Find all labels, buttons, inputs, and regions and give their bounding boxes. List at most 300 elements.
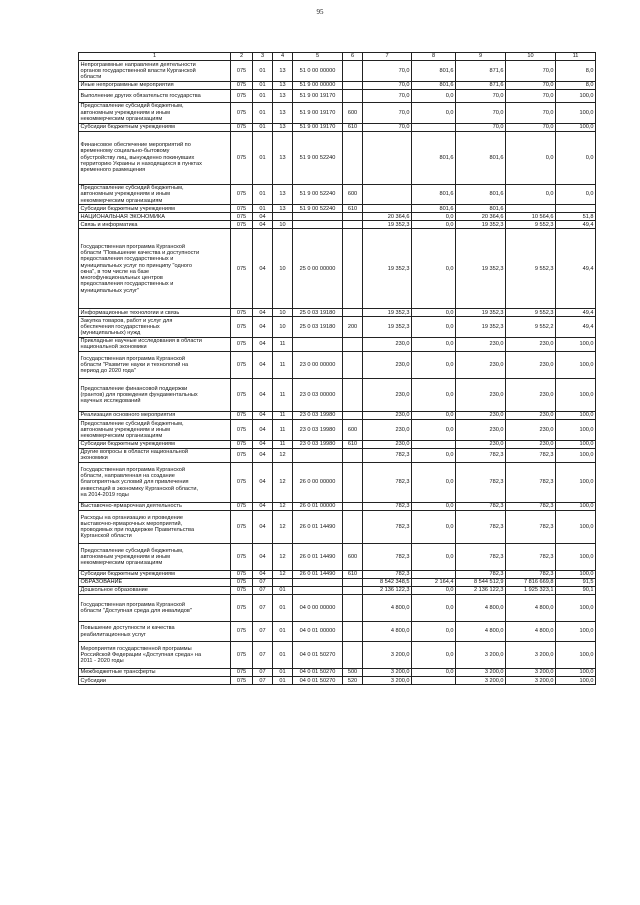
execution-percent: 100,0 bbox=[556, 462, 596, 502]
execution-percent: 51,8 bbox=[556, 213, 596, 221]
executed-amount bbox=[506, 205, 556, 213]
refined-amount: 230,0 bbox=[456, 337, 506, 351]
approved-amount: 782,3 bbox=[363, 502, 412, 510]
change-amount: 0,0 bbox=[412, 90, 456, 103]
execution-percent: 100,0 bbox=[556, 440, 596, 448]
subsection-code: 01 bbox=[273, 587, 293, 595]
admin-code: 075 bbox=[231, 595, 253, 622]
approved-amount: 230,0 bbox=[363, 412, 412, 420]
subsection-code: 13 bbox=[273, 123, 293, 131]
change-amount: 0,0 bbox=[412, 544, 456, 571]
expense-type-code: 610 bbox=[343, 440, 363, 448]
change-amount: 0,0 bbox=[412, 379, 456, 412]
target-article-code: 51 9 00 19170 bbox=[293, 90, 343, 103]
execution-percent: 90,1 bbox=[556, 587, 596, 595]
subsection-code: 11 bbox=[273, 440, 293, 448]
execution-percent: 100,0 bbox=[556, 103, 596, 124]
admin-code: 075 bbox=[231, 352, 253, 379]
target-article-code: 23 0 03 00000 bbox=[293, 379, 343, 412]
target-article-code: 26 0 01 14490 bbox=[293, 511, 343, 544]
subsection-code: 13 bbox=[273, 61, 293, 82]
target-article-code: 25 0 03 19180 bbox=[293, 309, 343, 317]
expense-type-code bbox=[343, 352, 363, 379]
table-row bbox=[79, 544, 596, 571]
expense-type-code bbox=[343, 622, 363, 642]
column-number-header: 4 bbox=[273, 53, 293, 61]
section-code: 04 bbox=[253, 379, 273, 412]
subsection-code: 13 bbox=[273, 82, 293, 90]
row-name: ОБРАЗОВАНИЕ bbox=[79, 579, 231, 587]
approved-amount: 230,0 bbox=[363, 440, 412, 448]
subsection-code: 01 bbox=[273, 669, 293, 677]
refined-amount: 19 352,3 bbox=[456, 317, 506, 338]
approved-amount bbox=[363, 205, 412, 213]
section-code: 04 bbox=[253, 412, 273, 420]
change-amount: 0,0 bbox=[412, 642, 456, 669]
row-name: Непрограммные направления деятельности органов государственной власти Курганской области bbox=[79, 61, 231, 82]
target-article-code: 26 0 00 00000 bbox=[293, 462, 343, 502]
section-code: 01 bbox=[253, 184, 273, 205]
row-name: Расходы на организацию и проведение выставочно-ярмарочных мероприятий, проводимых при поддержке Правительства Курганской области bbox=[79, 511, 231, 544]
execution-percent: 49,4 bbox=[556, 229, 596, 309]
row-name: Иные непрограммные мероприятия bbox=[79, 82, 231, 90]
expense-type-code: 600 bbox=[343, 184, 363, 205]
refined-amount: 3 200,0 bbox=[456, 677, 506, 685]
admin-code: 075 bbox=[231, 502, 253, 510]
refined-amount: 782,3 bbox=[456, 502, 506, 510]
table-row bbox=[79, 61, 596, 82]
table-row bbox=[79, 213, 596, 221]
row-name: Информационные технологии и связь bbox=[79, 309, 231, 317]
executed-amount: 9 552,3 bbox=[506, 221, 556, 229]
change-amount bbox=[412, 571, 456, 579]
subsection-code: 01 bbox=[273, 595, 293, 622]
refined-amount: 230,0 bbox=[456, 420, 506, 441]
executed-amount: 782,3 bbox=[506, 511, 556, 544]
column-number-header: 9 bbox=[456, 53, 506, 61]
subsection-code: 12 bbox=[273, 571, 293, 579]
row-name: Реализация основного мероприятия bbox=[79, 412, 231, 420]
approved-amount: 3 200,0 bbox=[363, 669, 412, 677]
executed-amount: 230,0 bbox=[506, 337, 556, 351]
expense-type-code: 610 bbox=[343, 205, 363, 213]
expense-type-code bbox=[343, 412, 363, 420]
approved-amount: 70,0 bbox=[363, 82, 412, 90]
table-row bbox=[79, 420, 596, 441]
execution-percent: 100,0 bbox=[556, 511, 596, 544]
row-name: Предоставление субсидий бюджетным, автономным учреждениям и иным некоммерческим организациям bbox=[79, 544, 231, 571]
target-article-code bbox=[293, 587, 343, 595]
subsection-code: 12 bbox=[273, 544, 293, 571]
table-row bbox=[79, 379, 596, 412]
row-name: Предоставление субсидий бюджетным, автономным учреждениям и иным некоммерческим организациям bbox=[79, 420, 231, 441]
change-amount: 0,0 bbox=[412, 448, 456, 462]
approved-amount: 782,3 bbox=[363, 571, 412, 579]
admin-code: 075 bbox=[231, 677, 253, 685]
table-row bbox=[79, 317, 596, 338]
target-article-code: 04 0 01 50270 bbox=[293, 669, 343, 677]
row-name: Субсидии бюджетным учреждениям bbox=[79, 205, 231, 213]
approved-amount: 3 200,0 bbox=[363, 642, 412, 669]
approved-amount: 70,0 bbox=[363, 90, 412, 103]
change-amount: 0,0 bbox=[412, 502, 456, 510]
change-amount: 801,6 bbox=[412, 184, 456, 205]
expense-type-code bbox=[343, 642, 363, 669]
expense-type-code: 610 bbox=[343, 571, 363, 579]
section-code: 01 bbox=[253, 82, 273, 90]
table-row bbox=[79, 352, 596, 379]
section-code: 01 bbox=[253, 90, 273, 103]
approved-amount: 230,0 bbox=[363, 337, 412, 351]
approved-amount: 70,0 bbox=[363, 61, 412, 82]
admin-code: 075 bbox=[231, 131, 253, 184]
table-row bbox=[79, 131, 596, 184]
section-code: 01 bbox=[253, 131, 273, 184]
row-name: Закупка товаров, работ и услуг для обеспечения государственных (муниципальных) нужд bbox=[79, 317, 231, 338]
approved-amount: 782,3 bbox=[363, 511, 412, 544]
change-amount: 0,0 bbox=[412, 595, 456, 622]
target-article-code bbox=[293, 213, 343, 221]
executed-amount: 3 200,0 bbox=[506, 677, 556, 685]
table-row bbox=[79, 82, 596, 90]
target-article-code: 23 0 03 19980 bbox=[293, 420, 343, 441]
target-article-code: 04 0 01 50270 bbox=[293, 677, 343, 685]
execution-percent: 100,0 bbox=[556, 352, 596, 379]
table-row bbox=[79, 221, 596, 229]
subsection-code: 12 bbox=[273, 462, 293, 502]
target-article-code: 51 9 00 19170 bbox=[293, 103, 343, 124]
refined-amount: 230,0 bbox=[456, 412, 506, 420]
approved-amount: 230,0 bbox=[363, 352, 412, 379]
admin-code: 075 bbox=[231, 229, 253, 309]
expense-type-code bbox=[343, 61, 363, 82]
header-row bbox=[79, 53, 596, 61]
executed-amount: 10 564,6 bbox=[506, 213, 556, 221]
expense-type-code bbox=[343, 309, 363, 317]
row-name: Выставочно-ярмарочная деятельность bbox=[79, 502, 231, 510]
change-amount: 801,6 bbox=[412, 131, 456, 184]
expense-type-code bbox=[343, 337, 363, 351]
admin-code: 075 bbox=[231, 317, 253, 338]
row-name: Предоставление субсидий бюджетным, автономным учреждениям и иным некоммерческим организациям bbox=[79, 184, 231, 205]
approved-amount: 2 136 122,3 bbox=[363, 587, 412, 595]
row-name: Связь и информатика bbox=[79, 221, 231, 229]
target-article-code: 51 0 00 00000 bbox=[293, 61, 343, 82]
section-code: 04 bbox=[253, 448, 273, 462]
expense-type-code bbox=[343, 462, 363, 502]
section-code: 07 bbox=[253, 587, 273, 595]
row-name: Выполнение других обязательств государства bbox=[79, 90, 231, 103]
execution-percent: 100,0 bbox=[556, 448, 596, 462]
change-amount: 0,0 bbox=[412, 587, 456, 595]
subsection-code: 01 bbox=[273, 677, 293, 685]
expense-type-code bbox=[343, 448, 363, 462]
admin-code: 075 bbox=[231, 511, 253, 544]
table-row bbox=[79, 677, 596, 685]
approved-amount: 3 200,0 bbox=[363, 677, 412, 685]
approved-amount: 70,0 bbox=[363, 123, 412, 131]
approved-amount bbox=[363, 184, 412, 205]
execution-percent: 49,4 bbox=[556, 221, 596, 229]
section-code: 04 bbox=[253, 544, 273, 571]
column-number-header: 5 bbox=[293, 53, 343, 61]
executed-amount: 70,0 bbox=[506, 103, 556, 124]
target-article-code: 23 0 03 19980 bbox=[293, 412, 343, 420]
section-code: 04 bbox=[253, 309, 273, 317]
expense-type-code bbox=[343, 229, 363, 309]
expense-type-code bbox=[343, 511, 363, 544]
executed-amount: 782,3 bbox=[506, 502, 556, 510]
section-code: 04 bbox=[253, 440, 273, 448]
expense-type-code bbox=[343, 502, 363, 510]
executed-amount: 9 552,3 bbox=[506, 229, 556, 309]
approved-amount: 19 352,3 bbox=[363, 309, 412, 317]
table-row bbox=[79, 595, 596, 622]
executed-amount: 782,3 bbox=[506, 448, 556, 462]
refined-amount: 19 352,3 bbox=[456, 229, 506, 309]
refined-amount: 4 800,0 bbox=[456, 622, 506, 642]
section-code: 04 bbox=[253, 571, 273, 579]
refined-amount: 782,3 bbox=[456, 571, 506, 579]
subsection-code: 12 bbox=[273, 502, 293, 510]
execution-percent: 100,0 bbox=[556, 502, 596, 510]
target-article-code bbox=[293, 448, 343, 462]
subsection-code: 10 bbox=[273, 229, 293, 309]
admin-code: 075 bbox=[231, 61, 253, 82]
admin-code: 075 bbox=[231, 440, 253, 448]
column-number-header: 7 bbox=[363, 53, 412, 61]
row-name: Мероприятия государственной программы Российской Федерации «Доступная среда» на 2011 - 2020 годы bbox=[79, 642, 231, 669]
executed-amount: 230,0 bbox=[506, 420, 556, 441]
execution-percent: 100,0 bbox=[556, 379, 596, 412]
approved-amount: 4 800,0 bbox=[363, 622, 412, 642]
approved-amount: 782,3 bbox=[363, 544, 412, 571]
execution-percent: 100,0 bbox=[556, 412, 596, 420]
change-amount: 801,6 bbox=[412, 205, 456, 213]
target-article-code: 04 0 01 00000 bbox=[293, 622, 343, 642]
column-number-header: 2 bbox=[231, 53, 253, 61]
change-amount: 0,0 bbox=[412, 412, 456, 420]
admin-code: 075 bbox=[231, 579, 253, 587]
table-row bbox=[79, 440, 596, 448]
execution-percent: 100,0 bbox=[556, 595, 596, 622]
refined-amount: 801,6 bbox=[456, 184, 506, 205]
executed-amount: 70,0 bbox=[506, 82, 556, 90]
target-article-code: 04 0 00 00000 bbox=[293, 595, 343, 622]
expense-type-code bbox=[343, 587, 363, 595]
execution-percent: 100,0 bbox=[556, 642, 596, 669]
target-article-code bbox=[293, 579, 343, 587]
refined-amount: 230,0 bbox=[456, 440, 506, 448]
executed-amount: 0,0 bbox=[506, 131, 556, 184]
row-name: Субсидии бюджетным учреждениям bbox=[79, 123, 231, 131]
executed-amount: 230,0 bbox=[506, 440, 556, 448]
table-row bbox=[79, 412, 596, 420]
subsection-code: 13 bbox=[273, 205, 293, 213]
admin-code: 075 bbox=[231, 337, 253, 351]
section-code: 07 bbox=[253, 622, 273, 642]
table-row bbox=[79, 642, 596, 669]
refined-amount: 8 544 512,9 bbox=[456, 579, 506, 587]
execution-percent: 8,0 bbox=[556, 61, 596, 82]
subsection-code: 13 bbox=[273, 184, 293, 205]
section-code: 04 bbox=[253, 229, 273, 309]
change-amount: 0,0 bbox=[412, 337, 456, 351]
execution-percent bbox=[556, 205, 596, 213]
row-name: Повышение доступности и качества реабилитационных услуг bbox=[79, 622, 231, 642]
refined-amount: 19 352,3 bbox=[456, 221, 506, 229]
row-name: Субсидии бюджетным учреждениям bbox=[79, 571, 231, 579]
refined-amount: 782,3 bbox=[456, 448, 506, 462]
table-row bbox=[79, 184, 596, 205]
target-article-code bbox=[293, 221, 343, 229]
subsection-code: 11 bbox=[273, 420, 293, 441]
row-name: Межбюджетные трансферты bbox=[79, 669, 231, 677]
executed-amount: 3 200,0 bbox=[506, 642, 556, 669]
row-name: Финансовое обеспечение мероприятий по временному социально-бытовому обустройству лиц, вынужденно покинувших территорию Украины и находящихся в пунктах временного размещения bbox=[79, 131, 231, 184]
row-name: Государственная программа Курганской области, направленная на создание благоприятных условий для привлечения инвестиций в экономику Курганской области, на 2014-2019 годы bbox=[79, 462, 231, 502]
section-code: 04 bbox=[253, 317, 273, 338]
admin-code: 075 bbox=[231, 462, 253, 502]
admin-code: 075 bbox=[231, 544, 253, 571]
execution-percent: 49,4 bbox=[556, 309, 596, 317]
expense-type-code bbox=[343, 213, 363, 221]
target-article-code: 51 9 00 19170 bbox=[293, 123, 343, 131]
column-number-header: 11 bbox=[556, 53, 596, 61]
row-name: Государственная программа Курганской области "Повышение качества и доступности предоставления государственных и муниципальных услуг по принципу "одного окна", в том числе на базе многофункциональных центров предоставления государственных и муниципальных услуг" bbox=[79, 229, 231, 309]
target-article-code bbox=[293, 337, 343, 351]
change-amount: 2 164,4 bbox=[412, 579, 456, 587]
section-code: 04 bbox=[253, 502, 273, 510]
execution-percent: 49,4 bbox=[556, 317, 596, 338]
refined-amount: 4 800,0 bbox=[456, 595, 506, 622]
admin-code: 075 bbox=[231, 669, 253, 677]
refined-amount: 782,3 bbox=[456, 462, 506, 502]
section-code: 01 bbox=[253, 205, 273, 213]
row-name: Государственная программа Курганской области "Развитие науки и технологий на период до 2020 года" bbox=[79, 352, 231, 379]
refined-amount: 3 200,0 bbox=[456, 669, 506, 677]
change-amount bbox=[412, 440, 456, 448]
refined-amount: 2 136 122,3 bbox=[456, 587, 506, 595]
target-article-code: 51 9 00 00000 bbox=[293, 82, 343, 90]
table-row bbox=[79, 337, 596, 351]
admin-code: 075 bbox=[231, 213, 253, 221]
execution-percent: 100,0 bbox=[556, 123, 596, 131]
column-number-header: 6 bbox=[343, 53, 363, 61]
subsection-code: 11 bbox=[273, 412, 293, 420]
subsection-code: 10 bbox=[273, 317, 293, 338]
section-code: 01 bbox=[253, 61, 273, 82]
change-amount: 0,0 bbox=[412, 511, 456, 544]
target-article-code: 23 0 00 00000 bbox=[293, 352, 343, 379]
row-name: Дошкольное образование bbox=[79, 587, 231, 595]
refined-amount: 801,6 bbox=[456, 131, 506, 184]
expense-type-code: 600 bbox=[343, 544, 363, 571]
section-code: 04 bbox=[253, 511, 273, 544]
target-article-code: 25 0 00 00000 bbox=[293, 229, 343, 309]
column-number-header: 1 bbox=[79, 53, 231, 61]
subsection-code bbox=[273, 213, 293, 221]
change-amount: 0,0 bbox=[412, 462, 456, 502]
refined-amount: 782,3 bbox=[456, 544, 506, 571]
admin-code: 075 bbox=[231, 221, 253, 229]
target-article-code: 51 9 00 52240 bbox=[293, 205, 343, 213]
column-number-header: 8 bbox=[412, 53, 456, 61]
section-code: 07 bbox=[253, 595, 273, 622]
approved-amount bbox=[363, 131, 412, 184]
admin-code: 075 bbox=[231, 571, 253, 579]
approved-amount: 19 352,3 bbox=[363, 221, 412, 229]
approved-amount: 4 800,0 bbox=[363, 595, 412, 622]
admin-code: 075 bbox=[231, 379, 253, 412]
execution-percent: 100,0 bbox=[556, 90, 596, 103]
table-row bbox=[79, 90, 596, 103]
section-code: 01 bbox=[253, 123, 273, 131]
change-amount: 0,0 bbox=[412, 213, 456, 221]
target-article-code: 51 9 00 52240 bbox=[293, 131, 343, 184]
table-row bbox=[79, 587, 596, 595]
section-code: 07 bbox=[253, 579, 273, 587]
section-code: 04 bbox=[253, 213, 273, 221]
admin-code: 075 bbox=[231, 90, 253, 103]
admin-code: 075 bbox=[231, 103, 253, 124]
refined-amount: 230,0 bbox=[456, 352, 506, 379]
executed-amount: 7 816 669,8 bbox=[506, 579, 556, 587]
execution-percent: 100,0 bbox=[556, 544, 596, 571]
admin-code: 075 bbox=[231, 587, 253, 595]
refined-amount: 871,6 bbox=[456, 82, 506, 90]
expense-type-code: 600 bbox=[343, 420, 363, 441]
change-amount: 0,0 bbox=[412, 229, 456, 309]
refined-amount: 871,6 bbox=[456, 61, 506, 82]
target-article-code: 25 0 03 19180 bbox=[293, 317, 343, 338]
executed-amount: 0,0 bbox=[506, 184, 556, 205]
change-amount: 0,0 bbox=[412, 622, 456, 642]
expense-type-code bbox=[343, 595, 363, 622]
row-name: Предоставление финансовой поддержки (грантов) для проведения фундаментальных научных исследований bbox=[79, 379, 231, 412]
section-code: 04 bbox=[253, 337, 273, 351]
execution-percent: 0,0 bbox=[556, 131, 596, 184]
subsection-code: 11 bbox=[273, 352, 293, 379]
subsection-code: 13 bbox=[273, 131, 293, 184]
change-amount: 0,0 bbox=[412, 309, 456, 317]
section-code: 07 bbox=[253, 642, 273, 669]
subsection-code: 11 bbox=[273, 337, 293, 351]
change-amount: 0,0 bbox=[412, 420, 456, 441]
execution-percent: 0,0 bbox=[556, 184, 596, 205]
admin-code: 075 bbox=[231, 184, 253, 205]
column-number-header: 10 bbox=[506, 53, 556, 61]
table-row bbox=[79, 123, 596, 131]
expense-type-code: 600 bbox=[343, 103, 363, 124]
admin-code: 075 bbox=[231, 123, 253, 131]
executed-amount: 782,3 bbox=[506, 544, 556, 571]
admin-code: 075 bbox=[231, 309, 253, 317]
execution-percent: 100,0 bbox=[556, 337, 596, 351]
subsection-code: 12 bbox=[273, 448, 293, 462]
refined-amount: 801,6 bbox=[456, 205, 506, 213]
admin-code: 075 bbox=[231, 622, 253, 642]
section-code: 04 bbox=[253, 352, 273, 379]
table-row bbox=[79, 448, 596, 462]
row-name: Прикладные научные исследования в области национальной экономики bbox=[79, 337, 231, 351]
table-row bbox=[79, 205, 596, 213]
expense-type-code bbox=[343, 82, 363, 90]
change-amount: 0,0 bbox=[412, 317, 456, 338]
executed-amount: 9 552,3 bbox=[506, 309, 556, 317]
expense-type-code bbox=[343, 90, 363, 103]
table-row bbox=[79, 571, 596, 579]
